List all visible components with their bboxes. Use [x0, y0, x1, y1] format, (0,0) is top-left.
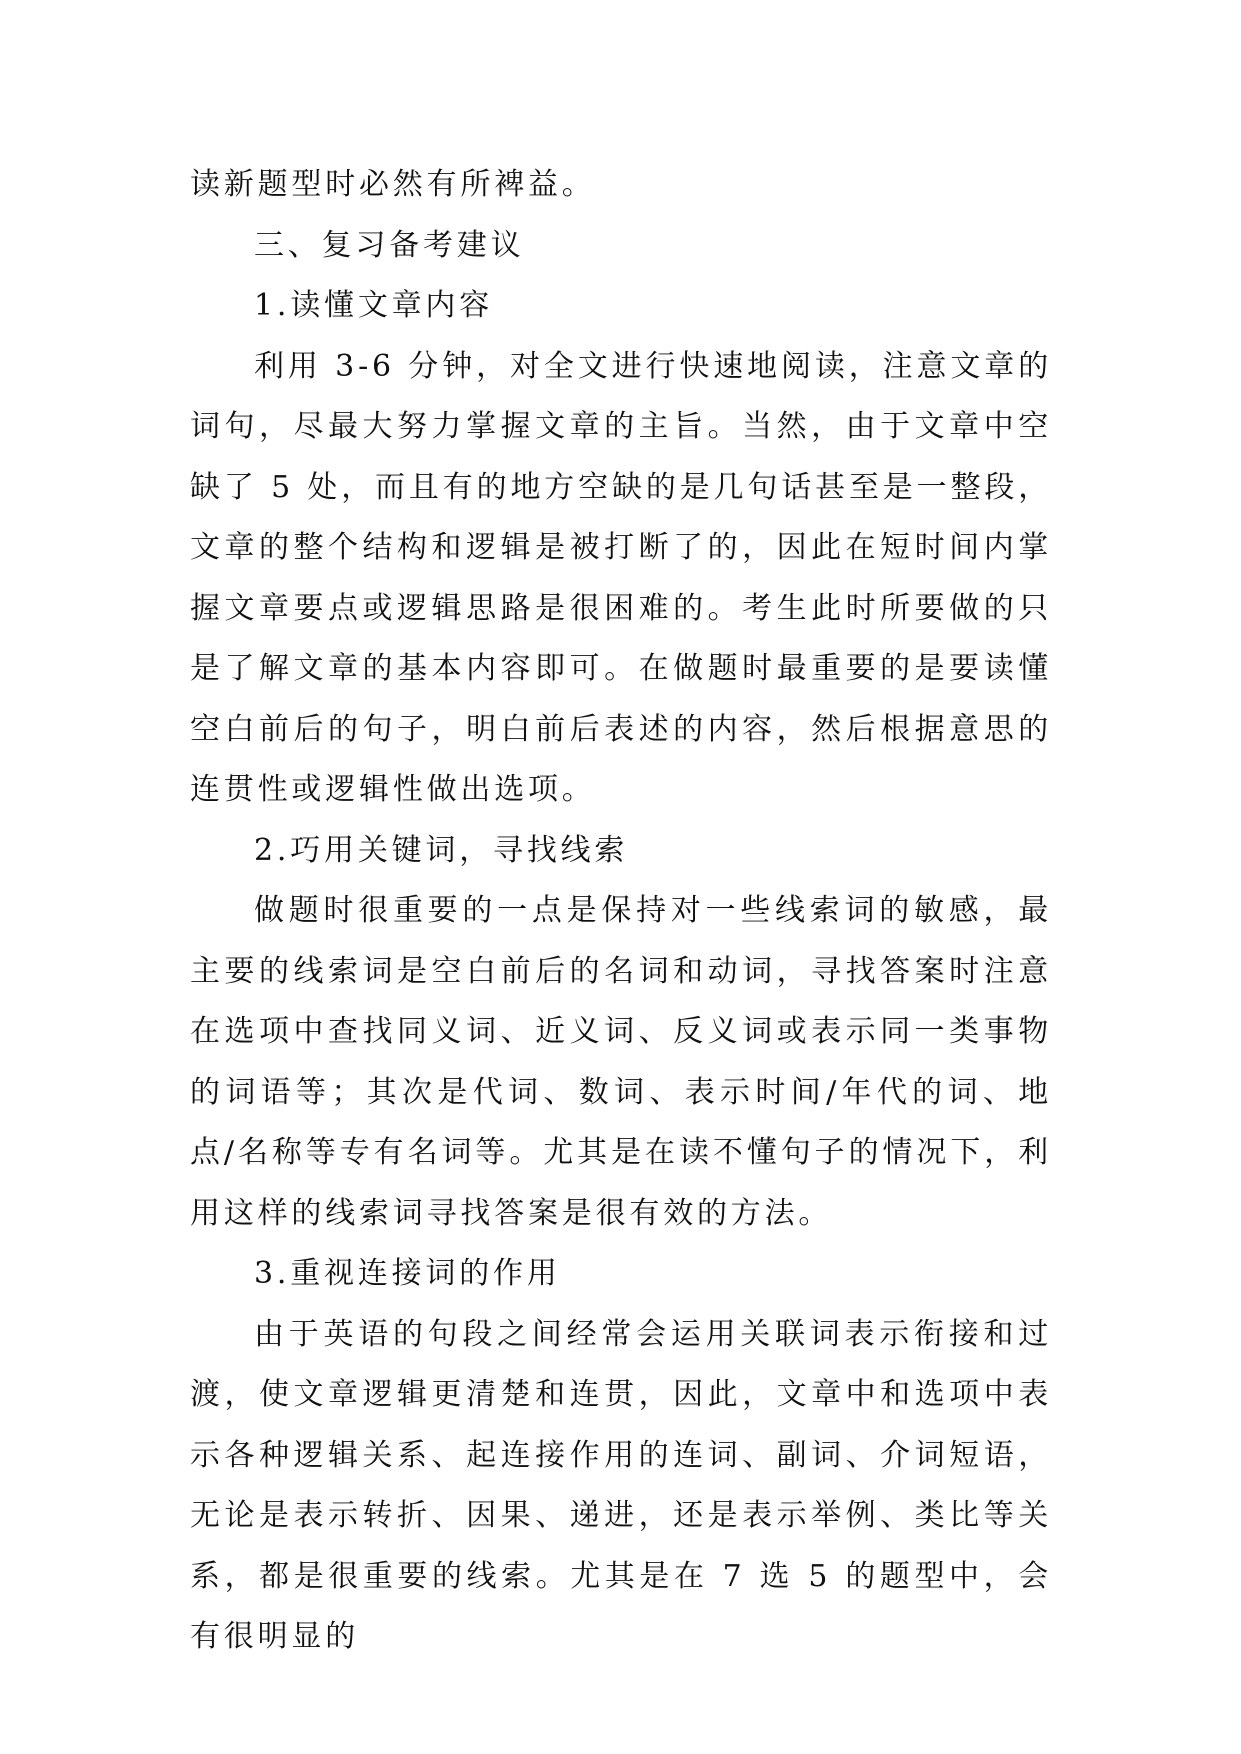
paragraph-use-keywords: 做题时很重要的一点是保持对一些线索词的敏感，最主要的线索词是空白前后的名词和动词，寻找答案时注意在选项中查找同义词、近义词、反义词或表示同一类事物的词语等；其次是代词、数词、表示时间/年代的词、地点/名称等专有名词等。尤其是在读不懂句子的情况下，利用这样的线索词寻找答案是很有效的方法。	[190, 893, 1052, 1231]
subheading-connectives: 3.重视连接词的作用	[254, 1256, 561, 1291]
paragraph-understand-content: 利用 3-6 分钟，对全文进行快速地阅读，注意文章的词句，尽最大努力掌握文章的主旨。当然，由于文章中空缺了 5 处，而且有的地方空缺的是几句话甚至是一整段，文章的整个结构和逻辑是被打断了的，因此在短时间内掌握文章要点或逻辑思路是很困难的。考生此时所要做的只是了解文章的基本内容即可。在做题时最重要的是要读懂空白前后的句子，明白前后表述的内容，然后根据意思的连贯性或逻辑性做出选项。	[190, 348, 1052, 807]
subheading-understand-content: 1.读懂文章内容	[254, 288, 494, 323]
subheading-use-keywords: 2.巧用关键词，寻找线索	[254, 832, 629, 868]
paragraph-continuation: 读新题型时必然有所裨益。	[190, 167, 596, 202]
document-body	[190, 155, 1052, 1668]
section-heading-review-advice: 三、复习备考建议	[254, 227, 525, 263]
paragraph-connectives: 由于英语的句段之间经常会运用关联词表示衔接和过渡，使文章逻辑更清楚和连贯，因此，文章中和选项中表示各种逻辑关系、起连接作用的连词、副词、介词短语，无论是表示转折、因果、递进，还是表示举例、类比等关系，都是很重要的线索。尤其是在 7 选 5 的题型中，会有很明显的	[190, 1316, 1052, 1654]
